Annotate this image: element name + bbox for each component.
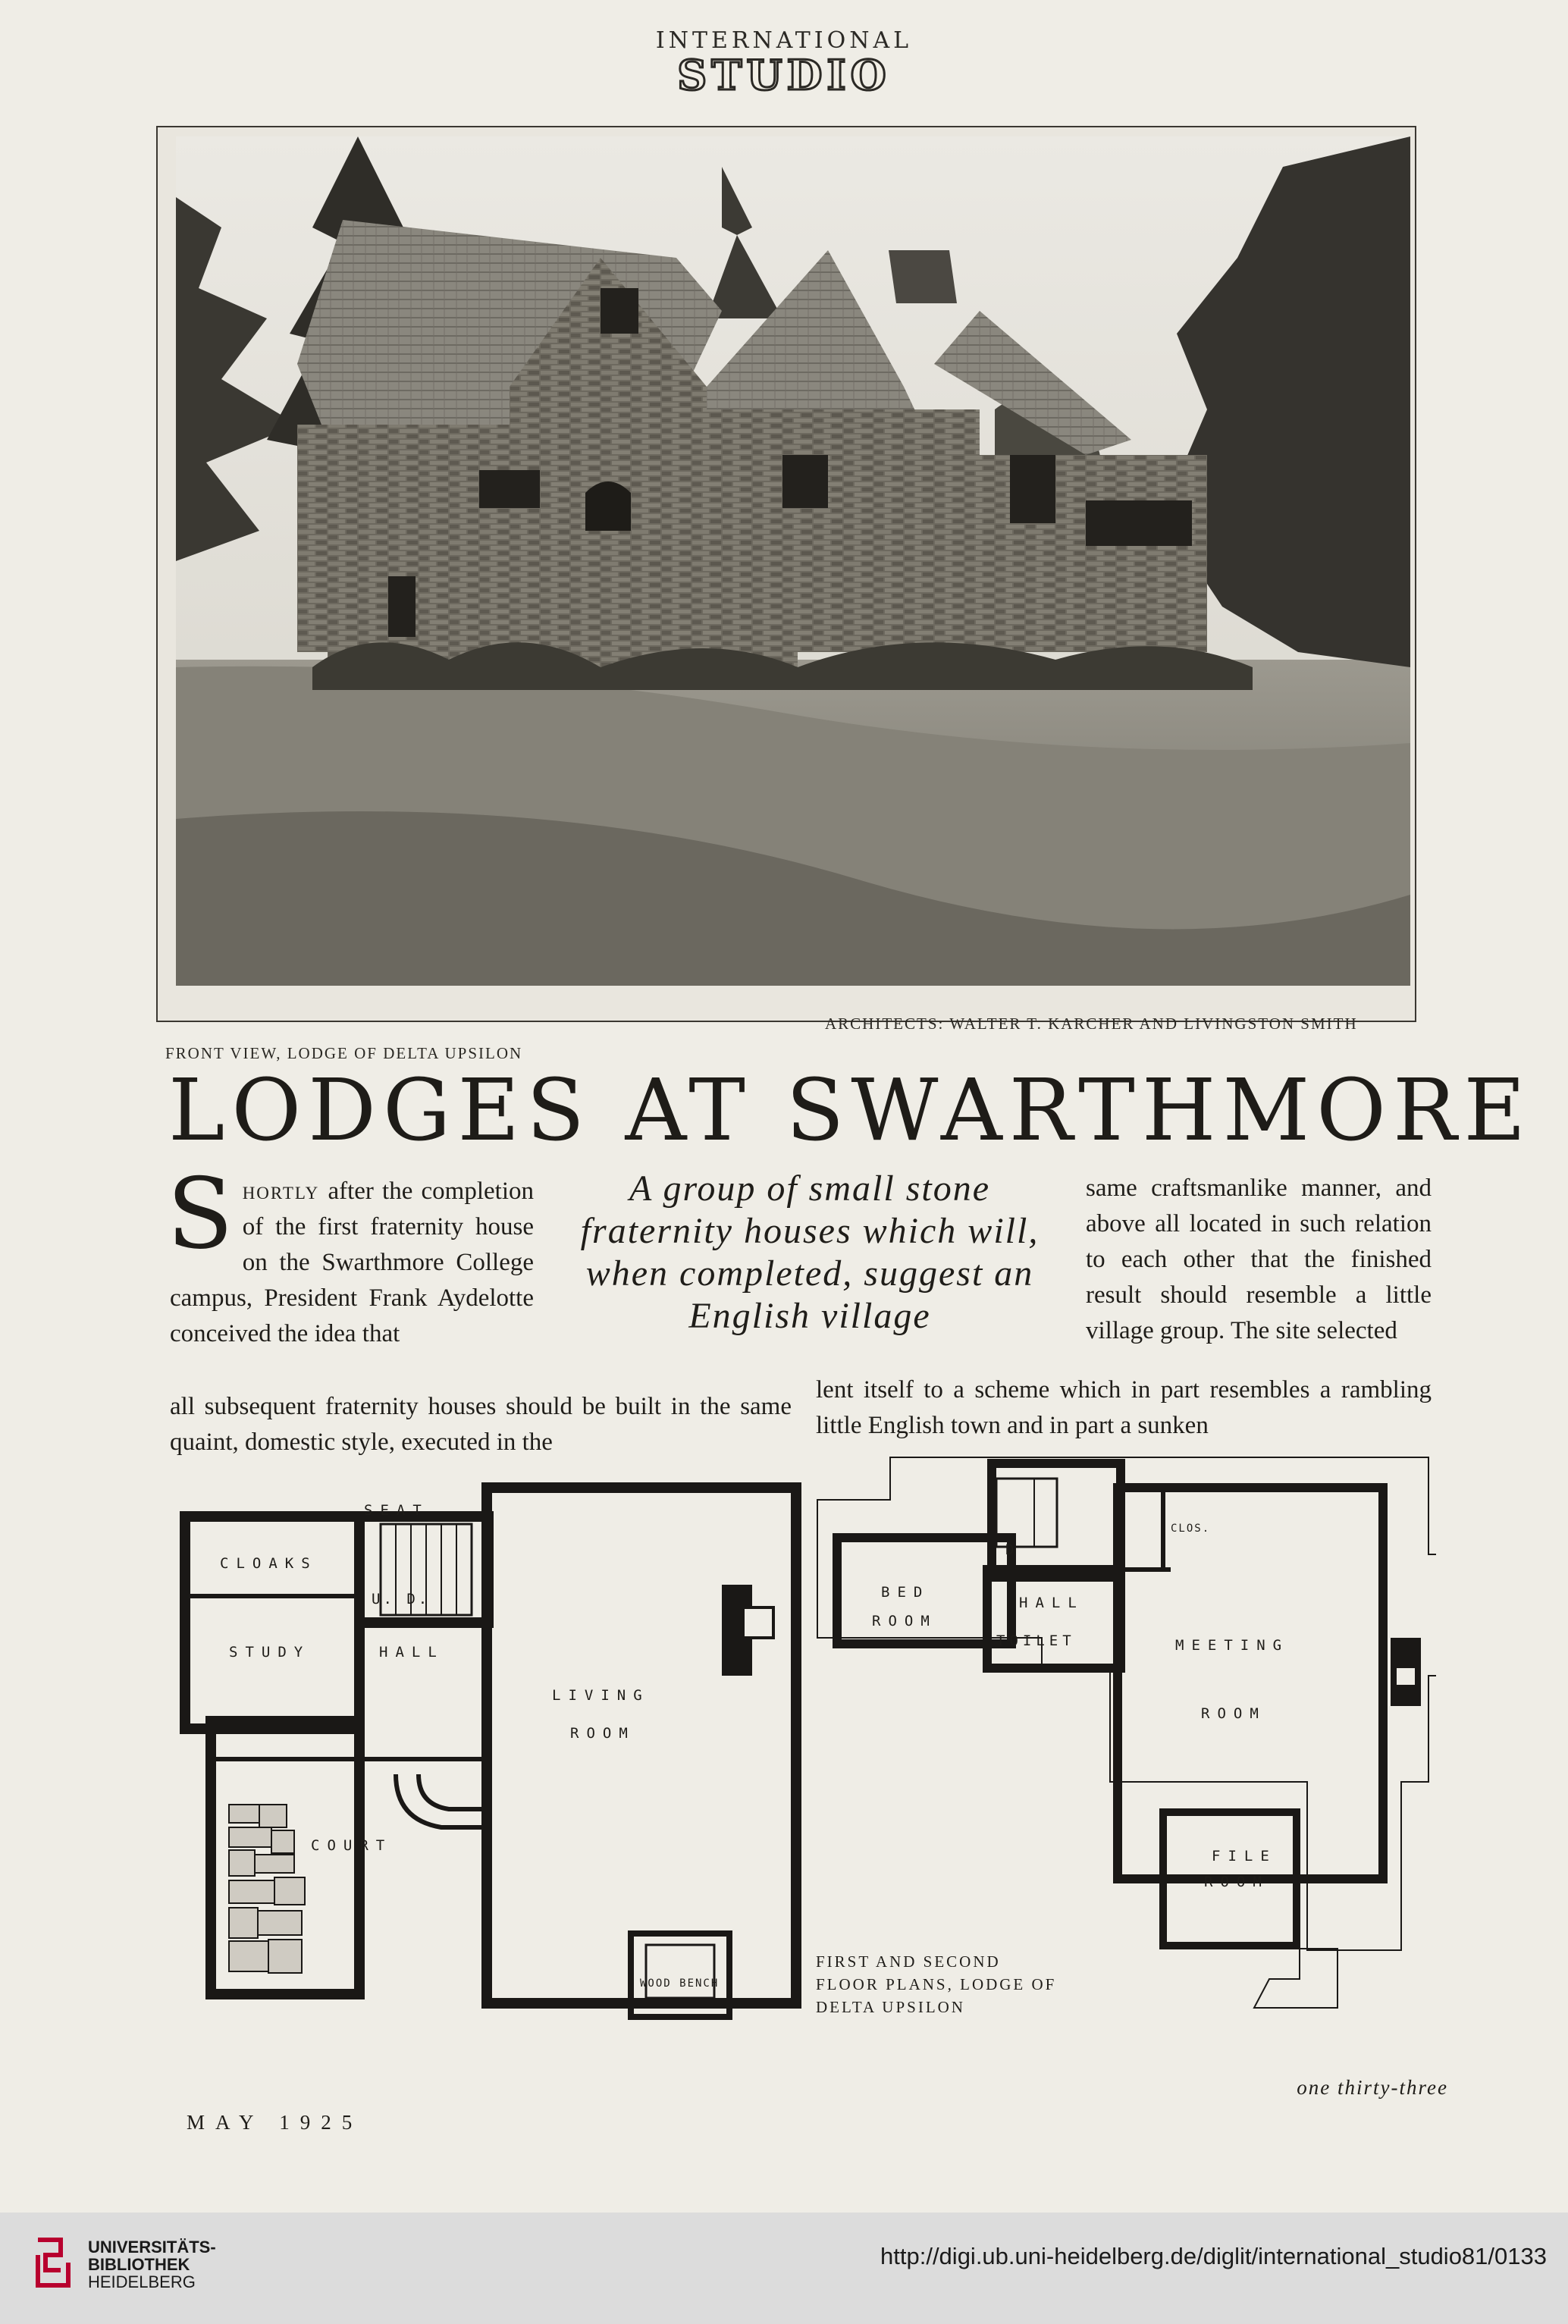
plan-label-meeting: MEETING <box>1175 1637 1290 1654</box>
photo-caption-left: FRONT VIEW, LODGE OF DELTA UPSILON <box>165 1044 523 1062</box>
issue-date: MAY 1925 <box>187 2111 363 2134</box>
masthead-line1: INTERNATIONAL <box>655 27 913 54</box>
column-1-text: after the completion of the first fraternity house on the Swarthmore College campus, President Frank Aydelotte conceived the idea that <box>170 1178 534 1347</box>
plan-label-file: FILE <box>1212 1848 1277 1865</box>
plan-label-hall: HALL <box>379 1644 444 1661</box>
plan-label-bed: BED <box>881 1584 930 1601</box>
library-name-line3: HEIDELBERG <box>88 2272 196 2291</box>
article-column-1 <box>167 1158 534 1352</box>
article-deck: A group of small stone fraternity houses which will, when completed, suggest an English village <box>580 1168 1040 1336</box>
source-url-link[interactable]: http://digi.ub.uni-heidelberg.de/diglit/international_studio81/0133 <box>880 2243 1547 2269</box>
plan-label-meeting-room: ROOM <box>1201 1705 1266 1722</box>
plan-label-toilet: TOILET <box>996 1632 1076 1649</box>
lodge-photograph-drawing <box>176 136 1410 986</box>
first-floor-plan <box>176 1471 805 2032</box>
plan-label-study: STUDY <box>229 1644 311 1661</box>
article-column-3: same craftsmanlike manner, and above all located in such relation to each other that the finished result should resemble a little village group. The site selected <box>1086 1175 1432 1344</box>
drop-cap: S <box>167 1158 234 1271</box>
page-folio: one thirty-three <box>1297 2076 1448 2099</box>
masthead-line2: STUDIO <box>677 51 891 99</box>
plan-label-bed-room: ROOM <box>872 1613 937 1629</box>
plan-label-living-room: ROOM <box>570 1725 635 1742</box>
article-bottom-left: all subsequent fraternity houses should be built in the same quaint, domestic style, executed in the <box>170 1393 792 1456</box>
library-name[interactable] <box>88 2238 216 2291</box>
library-logo-icon[interactable] <box>30 2232 79 2293</box>
second-floor-plan <box>814 1448 1436 2009</box>
plan-label-hall: HALL <box>1019 1595 1084 1611</box>
plan-label-living: LIVING <box>552 1687 650 1704</box>
library-name-line1: UNIVERSITÄTS- <box>88 2238 216 2257</box>
library-name-line2: BIBLIOTHEK <box>88 2255 190 2274</box>
masthead <box>632 27 936 99</box>
plan-label-wood-bench: WOOD BENCH <box>640 1977 720 1990</box>
lead-small-caps: hortly <box>242 1178 320 1205</box>
plan-label-d: D <box>1005 1541 1022 1558</box>
plan-label-court: COURT <box>311 1837 393 1854</box>
photo-caption-architects: ARCHITECTS: WALTER T. KARCHER AND LIVINGSTON SMITH <box>825 1015 1358 1033</box>
plans-caption: FIRST AND SECOND FLOOR PLANS, LODGE OF DELTA UPSILON <box>816 1952 1057 2016</box>
plan-label-seat: SEAT <box>364 1502 429 1519</box>
lodge-photograph <box>176 136 1410 986</box>
plan-label-file-room: ROOM <box>1204 1874 1269 1890</box>
article-headline: LODGES AT SWARTHMORE <box>168 1062 1533 1160</box>
plan-label-cloaks: CLOAKS <box>220 1555 318 1572</box>
plan-label-clos: CLOS. <box>1171 1523 1211 1535</box>
article-bottom-right: lent itself to a scheme which in part resembles a rambling little English town and in part a sunken <box>816 1376 1432 1439</box>
plan-label-ud: U. D. <box>372 1591 431 1607</box>
